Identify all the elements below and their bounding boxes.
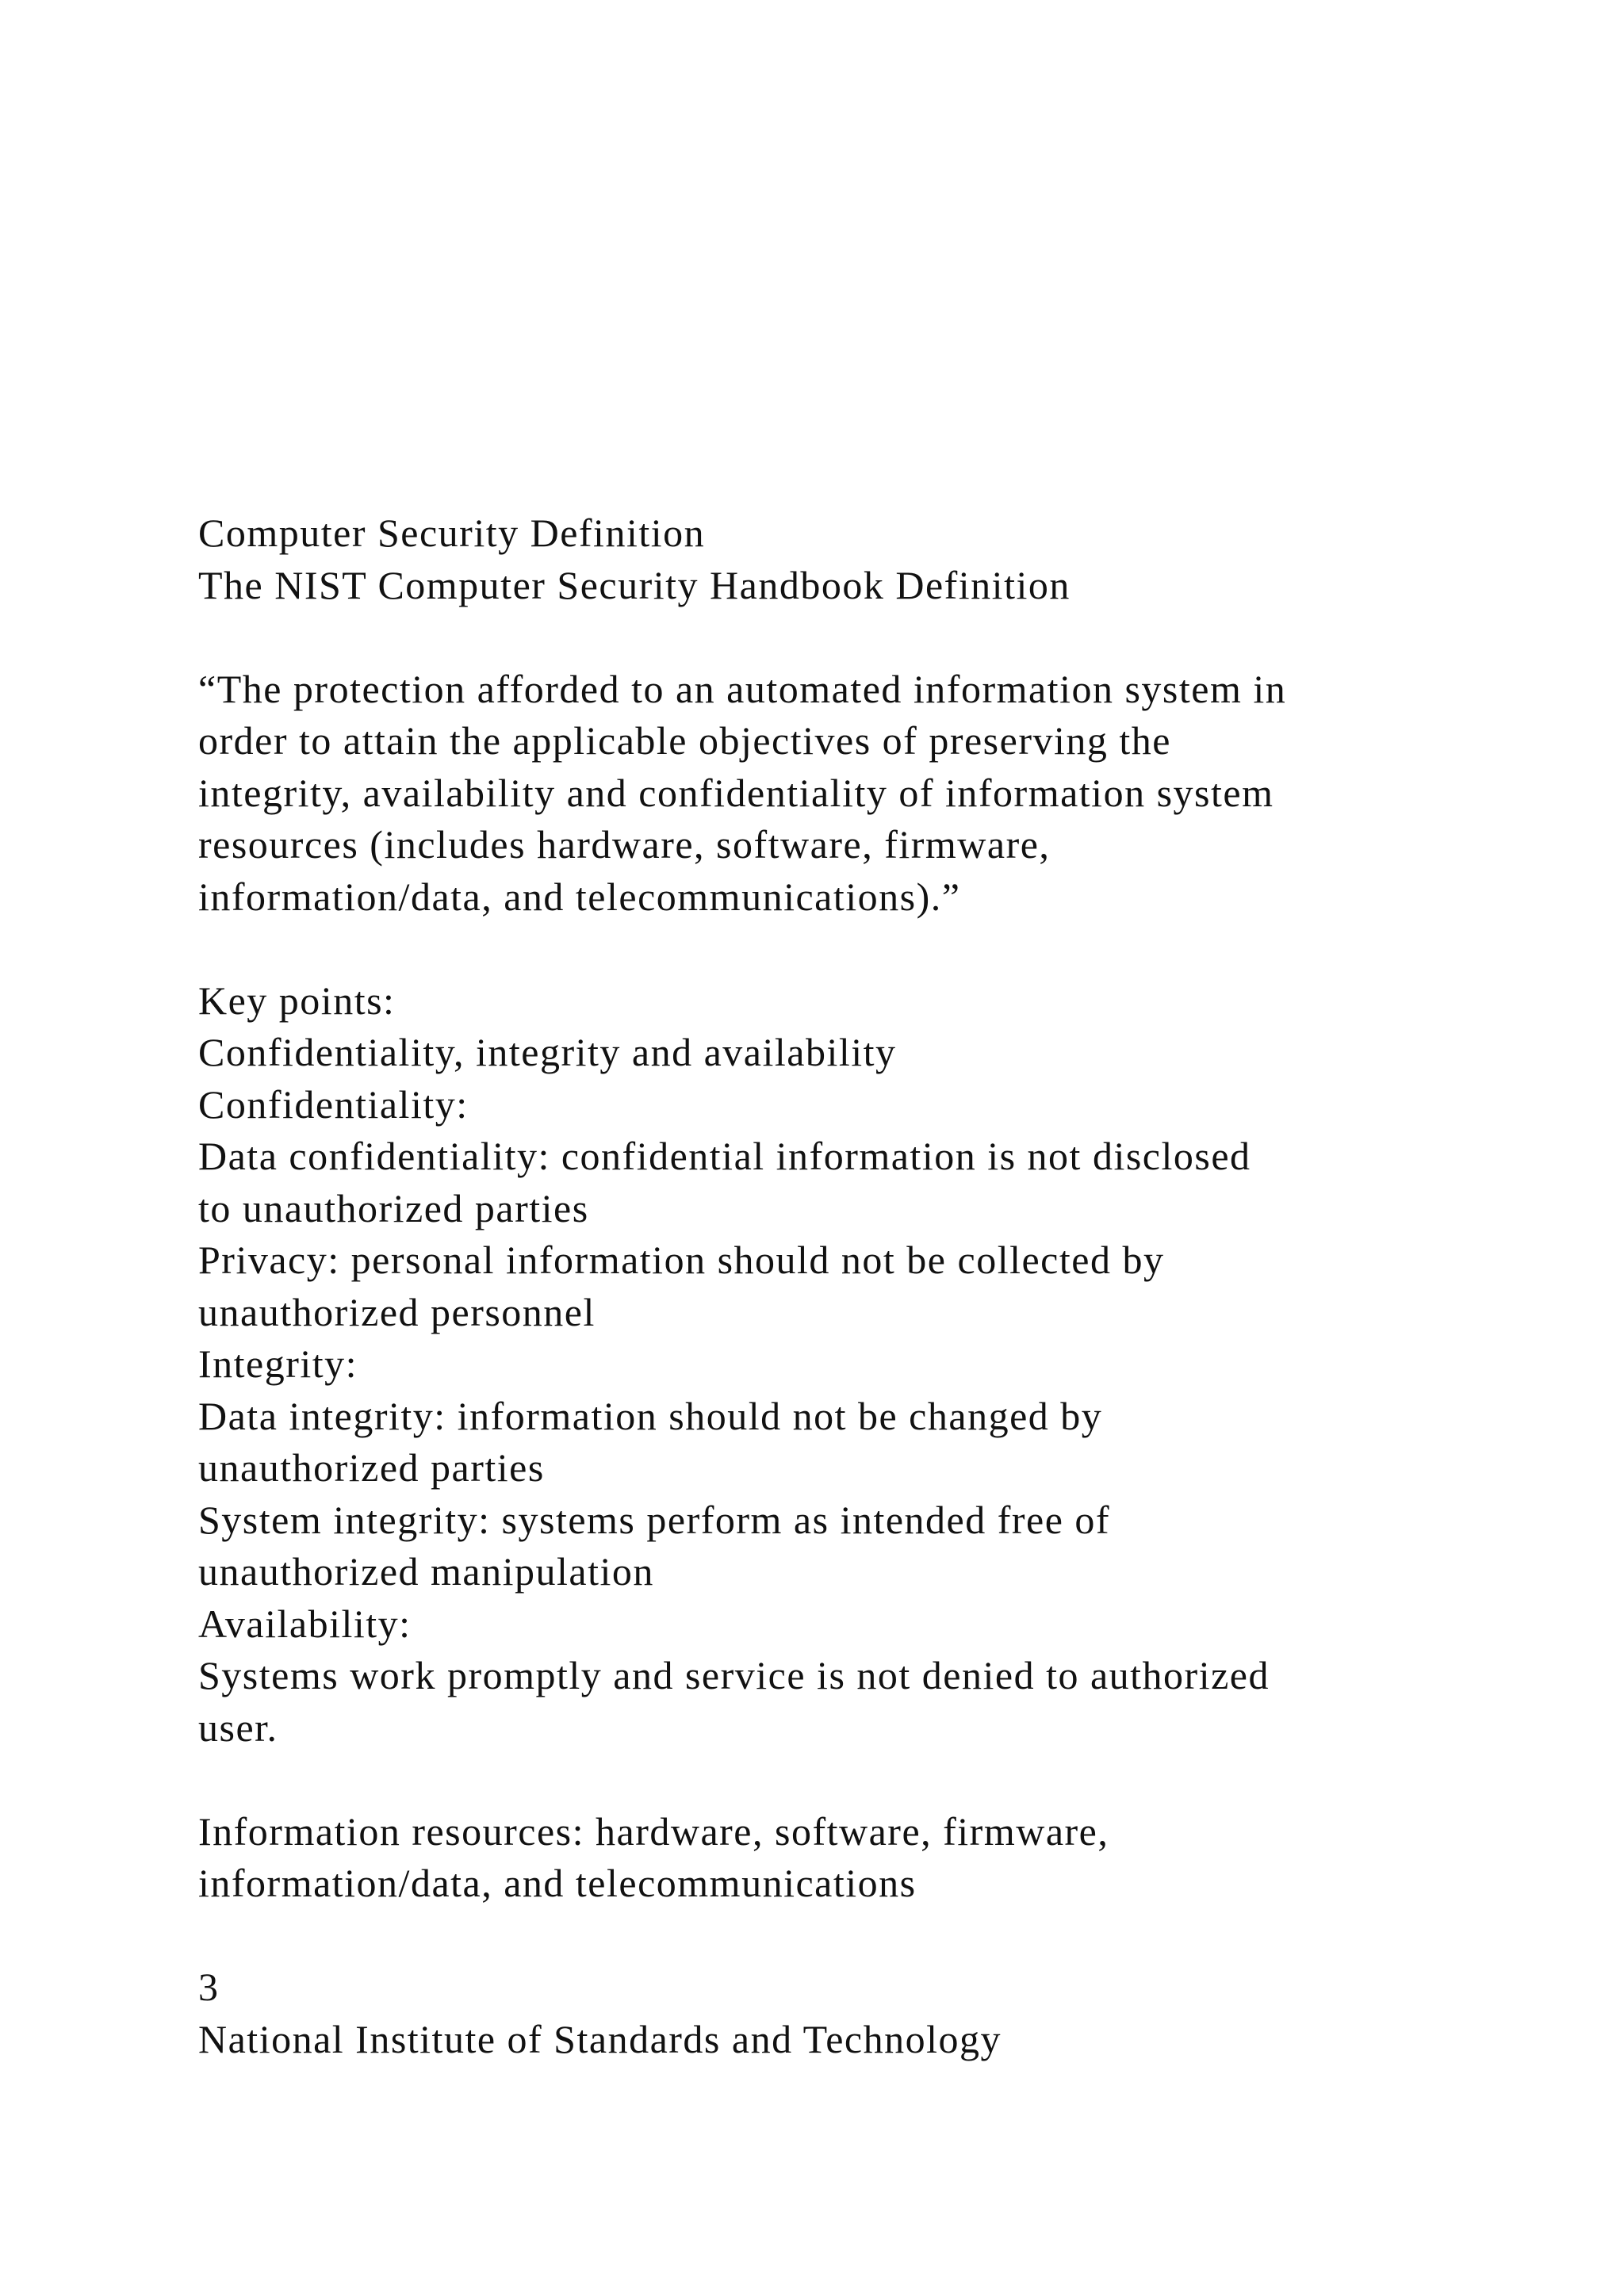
quote-line: order to attain the applicable objectives of preserving the: [198, 718, 1171, 763]
blank-line: [198, 923, 1499, 975]
key-point-line: Data confidentiality: confidential information is not disclosed: [198, 1134, 1251, 1178]
key-point-line: Confidentiality:: [198, 1081, 469, 1127]
footer-text: National Institute of Standards and Technology: [198, 2016, 1002, 2061]
key-point-line: unauthorized parties: [198, 1445, 545, 1490]
key-point-line: Data integrity: information should not be changed by: [198, 1393, 1103, 1438]
blank-line: [198, 1910, 1499, 1962]
key-point-line: Availability:: [198, 1601, 412, 1646]
document-title: Computer Security Definition: [198, 511, 706, 555]
quote-line: integrity, availability and confidentiality of information system: [198, 770, 1274, 815]
key-point-line: Systems work promptly and service is not denied to authorized: [198, 1653, 1270, 1697]
key-point-line: to unauthorized parties: [198, 1185, 589, 1230]
document-subtitle: The NIST Computer Security Handbook Definition: [198, 562, 1071, 607]
key-point-line: Confidentiality, integrity and availability: [198, 1030, 897, 1074]
key-point-line: unauthorized personnel: [198, 1289, 596, 1334]
key-point-line: Privacy: personal information should not be collected by: [198, 1238, 1165, 1282]
blank-line: [198, 1754, 1499, 1806]
key-point-line: Integrity:: [198, 1341, 358, 1386]
blank-line: [198, 611, 1499, 664]
key-point-line: unauthorized manipulation: [198, 1549, 654, 1594]
key-point-line: user.: [198, 1705, 278, 1750]
key-points-heading: Key points:: [198, 978, 396, 1023]
key-point-line: System integrity: systems perform as intended free of: [198, 1497, 1111, 1542]
document-body: [198, 507, 1499, 2065]
quote-line: resources (includes hardware, software, firmware,: [198, 822, 1051, 867]
quote-line: information/data, and telecommunications).”: [198, 874, 961, 919]
resources-line: information/data, and telecommunications: [198, 1861, 917, 1905]
resources-line: Information resources: hardware, software, firmware,: [198, 1808, 1109, 1854]
quote-line: “The protection afforded to an automated information system in: [198, 666, 1287, 711]
page-number: 3: [198, 1965, 220, 2009]
